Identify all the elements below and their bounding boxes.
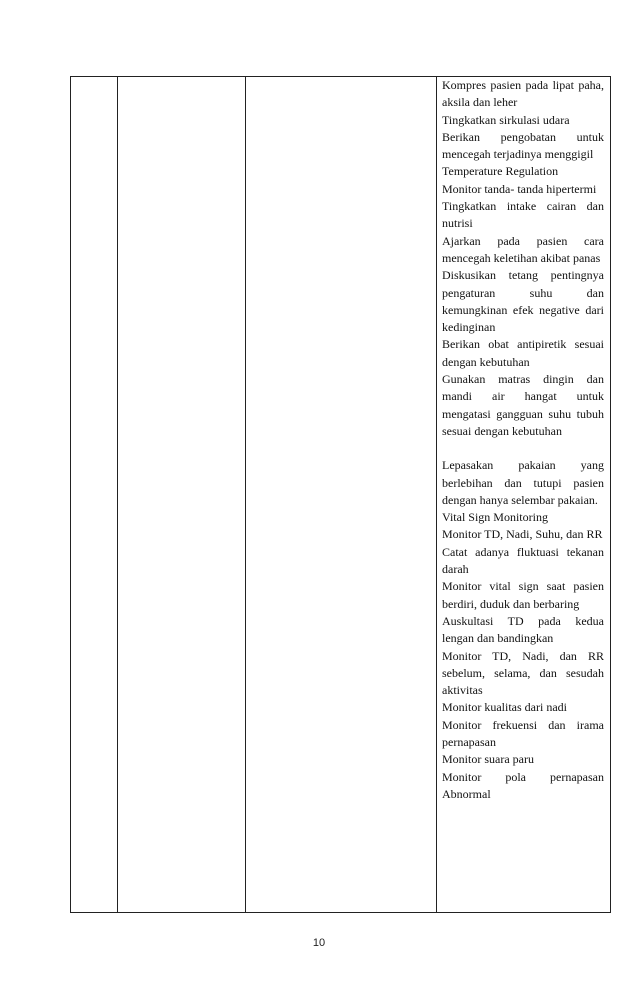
intervention-list <box>442 77 604 803</box>
list-item: Monitor vital sign saat pasien berdiri, duduk dan berbaring <box>442 579 604 611</box>
list-item: Tingkatkan intake cairan dan nutrisi <box>442 199 604 231</box>
list-item: Diskusikan tetang pentingnya pengaturan suhu dan kemungkinan efek negative dari kedinginan <box>442 268 604 335</box>
table-cell-number <box>71 77 118 913</box>
list-item: Monitor suara paru <box>442 752 534 767</box>
list-item: Monitor pola pernapasan Abnormal <box>442 769 604 801</box>
list-item: Monitor TD, Nadi, dan RR sebelum, selama, dan sesudah aktivitas <box>442 648 604 698</box>
list-item: Kompres pasien pada lipat paha, aksila dan leher <box>442 78 604 110</box>
list-item: Monitor tanda- tanda hipertermi <box>442 181 597 196</box>
list-item: Lepasakan pakaian yang berlebihan dan tutupi pasien dengan hanya selembar pakaian. <box>442 458 604 507</box>
list-item: Temperature Regulation <box>442 164 559 179</box>
list-item: Auskultasi TD pada kedua lengan dan bandingkan <box>442 613 604 646</box>
list-item: Monitor TD, Nadi, Suhu, dan RR <box>442 527 603 542</box>
list-item: Vital Sign Monitoring <box>442 510 548 525</box>
list-item: Berikan pengobatan untuk mencegah terjadinya menggigil <box>442 129 604 162</box>
nursing-care-plan-table <box>70 76 611 913</box>
list-item: Monitor frekuensi dan irama pernapasan <box>442 717 604 749</box>
list-item: Gunakan matras dingin dan mandi air hangat untuk mengatasi gangguan suhu tubuh sesuai dengan kebutuhan <box>442 372 604 438</box>
list-item: Ajarkan pada pasien cara mencegah keletihan akibat panas <box>442 233 604 265</box>
list-item: Tingkatkan sirkulasi udara <box>442 112 570 127</box>
table-cell-outcome <box>246 77 437 913</box>
list-item: Berikan obat antipiretik sesuai dengan kebutuhan <box>442 337 604 369</box>
table-row <box>71 77 611 913</box>
list-item: Monitor kualitas dari nadi <box>442 700 567 715</box>
table-cell-diagnosis <box>118 77 246 913</box>
table-cell-interventions <box>437 77 611 913</box>
list-item: Catat adanya fluktuasi tekanan darah <box>442 544 604 577</box>
page-number: 10 <box>312 937 326 949</box>
